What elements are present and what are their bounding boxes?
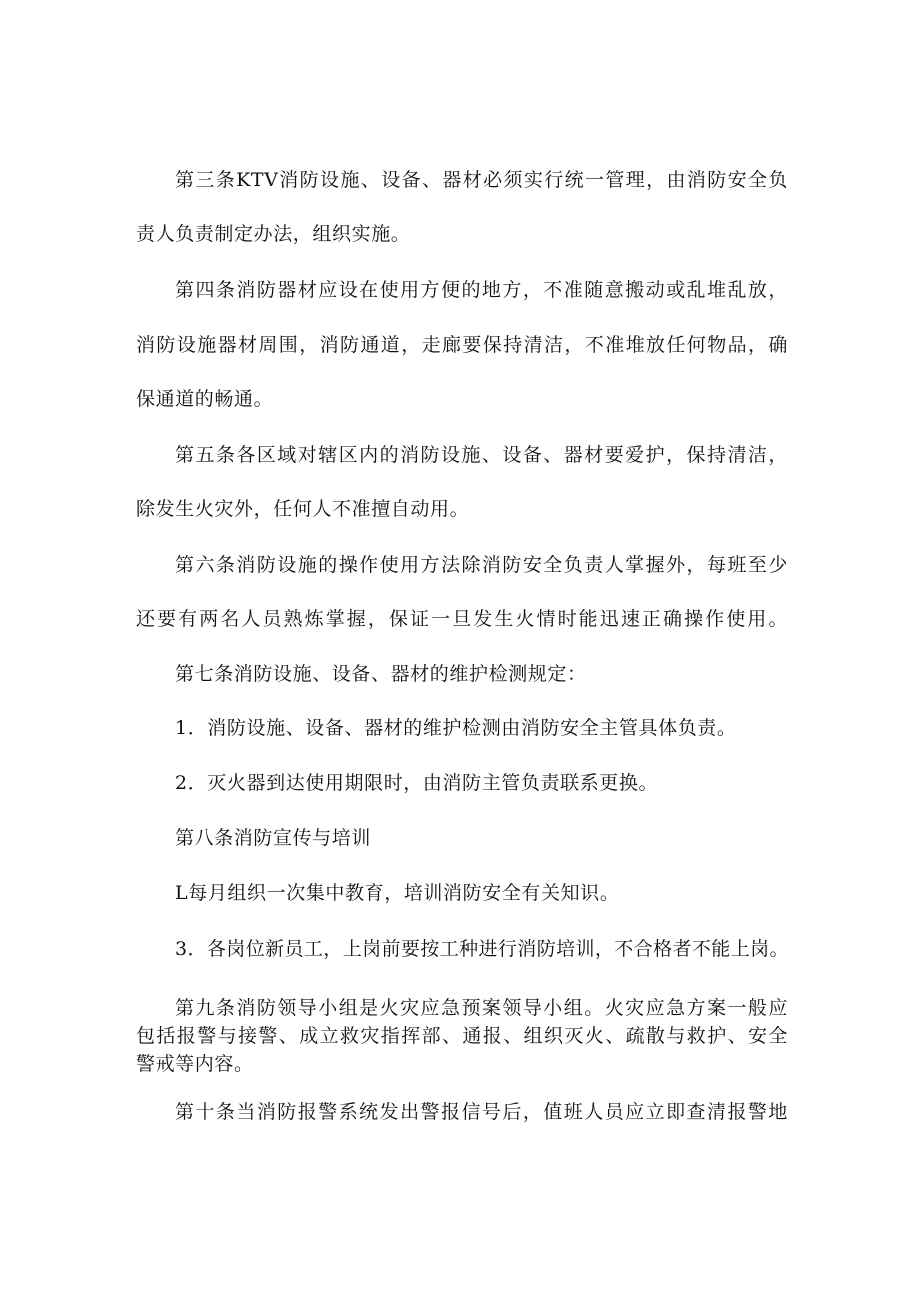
text-line: 保通道的畅通。 <box>136 388 274 410</box>
text-line: 包括报警与接警、成立救灾指挥部、通报、组织灭火、疏散与救护、安全 <box>136 1025 788 1047</box>
text-line: 第十条当消防报警系统发出警报信号后，值班人员应立即查清报警地 <box>175 1101 788 1123</box>
text-line: 责人负责制定办法，组织实施。 <box>136 223 411 245</box>
text-line: 还要有两名人员熟炼掌握，保证一旦发生火情时能迅速正确操作使用。 <box>136 608 788 630</box>
text-line: L每月组织一次集中教育，培训消防安全有关知识。 <box>175 882 620 904</box>
text-line: 除发生火灾外，任何人不准擅自动用。 <box>136 498 470 520</box>
text-line: 3．各岗位新员工，上岗前要按工种进行消防培训，不合格者不能上岗。 <box>175 938 789 960</box>
text-line: 第七条消防设施、设备、器材的维护检测规定： <box>175 663 587 685</box>
text-line: 消防设施器材周围，消防通道，走廊要保持清洁，不准堆放任何物品，确 <box>136 334 788 356</box>
text-line: 第五条各区域对辖区内的消防设施、设备、器材要爱护，保持清洁， <box>175 444 788 466</box>
text-line: 第六条消防设施的操作使用方法除消防安全负责人掌握外，每班至少 <box>175 554 788 576</box>
text-line: 警戒等内容。 <box>136 1053 254 1075</box>
text-line: 2．灭火器到达使用期限时，由消防主管负责联系更换。 <box>175 772 659 794</box>
text-line: 第八条消防宣传与培训 <box>175 827 372 849</box>
text-line: 第三条KTV消防设施、设备、器材必须实行统一管理，由消防安全负 <box>175 169 788 191</box>
text-line: 第九条消防领导小组是火灾应急预案领导小组。火灾应急方案一般应 <box>175 997 788 1019</box>
text-line: 1．消防设施、设备、器材的维护检测由消防安全主管具体负责。 <box>175 717 737 739</box>
text-line: 第四条消防器材应设在使用方便的地方，不准随意搬动或乱堆乱放， <box>175 279 788 301</box>
